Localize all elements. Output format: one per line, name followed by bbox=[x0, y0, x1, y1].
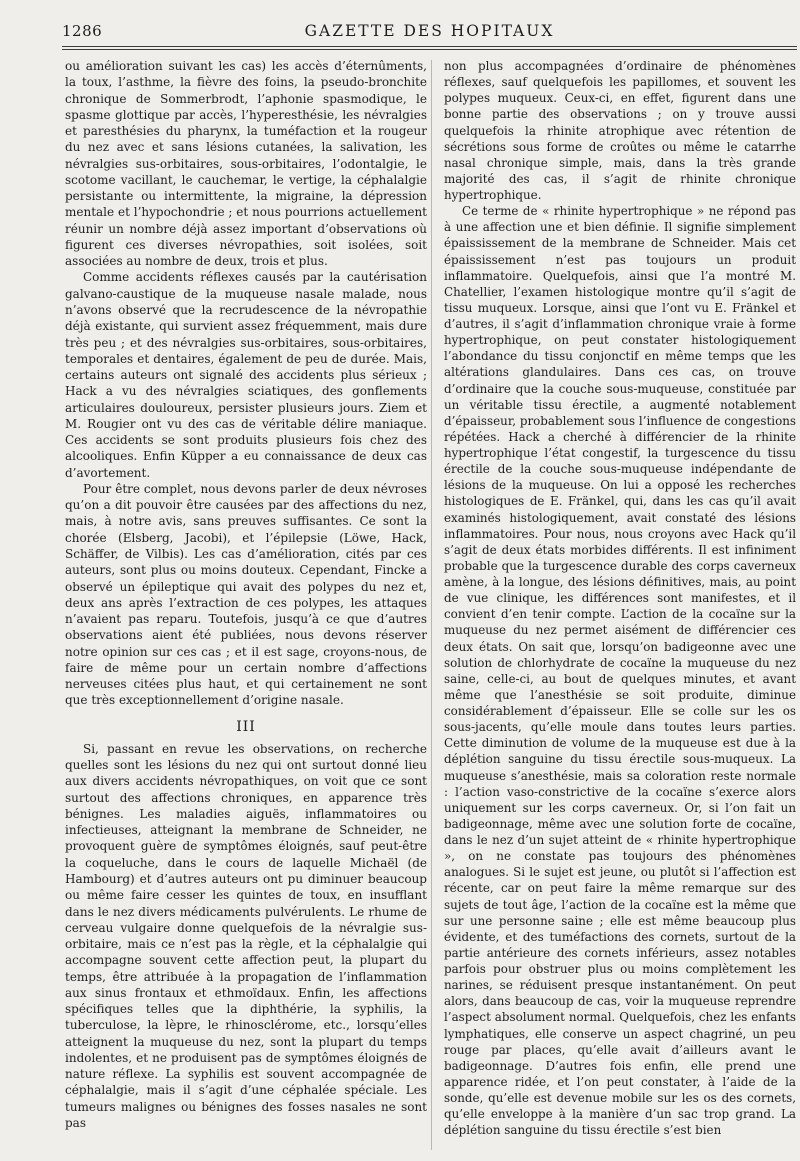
paragraph: Ce terme de « rhinite hypertrophique » ne répond pas à une affection une et bien définie. Il signifie simplement épaississement de la membrane de Schneider. Mais cet épaississement n’est pas toujours un produit inflammatoire. Quelquefois, ainsi que l’a montré M. Chatellier, l’examen histologique montre qu’il s’agit de tissu muqueux. Lorsque, ainsi que l’ont vu E. Fränkel et d’autres, il s’agit d’inflammation chronique vraie à forme hypertrophique, on peut constater histologiquement l’abondance du tissu conjonctif en même temps que les altérations glandulaires. Dans ces cas, on trouve d’ordinaire que la couche sous-muqueuse, constituée par un véritable tissu érectile, a augmenté notablement d’épaisseur, probablement sous l’influence de congestions répétées. Hack a cherché à différencier de la rhinite hypertrophique l’état congestif, la turgescence du tissu érectile de la couche sous-muqueuse indépendante de lésions de la muqueuse. On lui a opposé les recherches histologiques de E. Fränkel, qui, dans les cas qu’il avait examinés histologiquement, avait constaté des lésions inflammatoires. Pour nous, nous croyons avec Hack qu’il s’agit de deux états morbides différents. Il est infiniment probable que la turgescence durable des corps caverneux amène, à la longue, des lésions définitives, mais, au point de vue clinique, les différences sont manifestes, et il convient d’en tenir compte. L’action de la cocaïne sur la muqueuse du nez permet aisément de différencier ces deux états. On sait que, lorsqu’on badigeonne avec une solution de chlorhydrate de cocaïne la muqueuse du nez saine, celle-ci, au bout de quelques minutes, et avant même que l’anesthésie se soit produite, diminue considérablement d’épaisseur. Elle se colle sur les os sous-jacents, qu’elle moule dans toutes leurs parties. Cette diminution de volume de la muqueuse est due à la déplétion sanguine du tissu érectile sous-muqueux. La muqueuse s’anesthésie, mais sa coloration reste normale : l’action vaso-constrictive de la cocaïne s’exerce alors uniquement sur les corps caverneux. Or, si l’on fait un badigeonnage, même avec une solution forte de cocaïne, dans le nez d’un sujet atteint de « rhinite hypertrophique », on ne constate pas toujours des phénomènes analogues. Si le sujet est jeune, ou plutôt si l’affection est récente, car on peut faire la même remarque sur des sujets de tout âge, l’action de la cocaïne est la même que sur une personne saine ; elle est même beaucoup plus évidente, et des tuméfactions des cornets, surtout de la partie antérieure des cornets inférieurs, assez notables parfois pour obstruer plus ou moins complètement les narines, se réduisent presque instantanément. On peut alors, dans beaucoup de cas, voir la muqueuse reprendre l’aspect absolument normal. Quelquefois, chez les enfants lymphatiques, elle conserve un aspect chagriné, un peu rouge par places, qu’elle avait d’ailleurs avant le badigeonnage. D’autres fois enfin, elle prend une apparence ridée, et l’on peut constater, à l’aide de la sonde, qu’elle est devenue mobile sur les os des cornets, qu’elle enveloppe à la manière d’un sac trop grand. La déplétion sanguine du tissu érectile s’est bien bbox=[444, 204, 796, 1138]
page-number: 1286 bbox=[62, 22, 103, 40]
header-rule-bottom bbox=[62, 49, 797, 50]
paragraph: ou amélioration suivant les cas) les accès d’éternûments, la toux, l’asthme, la fièvre des foins, la pseudo-bronchite chronique de Sommerbrodt, l’aphonie spasmodique, le spasme glottique par accès, l’hyperesthésie, les névralgies et paresthésies du pharynx, la tuméfaction et la rougeur du nez avec et sans lésions cutanées, la salivation, les névralgies sus-orbitaires, sous-orbitaires, l’odontalgie, le scotome vacillant, le cauchemar, le vertige, la céphalalgie persistante ou intermittente, la migraine, la dépression mentale et l’hypochondrie ; et nous pourrions actuellement réunir un nombre déjà assez important d’observations où figurent ces diverses névropathies, soit isolées, soit associées au nombre de deux, trois et plus. bbox=[65, 59, 427, 269]
page-header bbox=[62, 18, 797, 44]
paragraph: Si, passant en revue les observations, on recherche quelles sont les lésions du nez qui ont surtout donné lieu aux divers accidents névropathiques, on voit que ce sont surtout des affections chroniques, en apparence très bénignes. Les maladies aiguës, inflammatoires ou infectieuses, atteignant la membrane de Schneider, ne provoquent guère de symptômes éloignés, sauf peut-être la coqueluche, dans le cours de laquelle Michaël (de Hambourg) et d’autres auteurs ont pu diminuer beaucoup ou même faire cesser les quintes de toux, en insufflant dans le nez divers médicaments pulvérulents. Le rhume de cerveau vulgaire donne quelquefois de la névralgie sus-orbitaire, mais ce n’est pas la règle, et la céphalalgie qui accompagne souvent cette affection peut, la plupart du temps, être attribuée à la propagation de l’inflammation aux sinus frontaux et ethmoïdaux. Enfin, les affections spécifiques telles que la diphthérie, la syphilis, la tuberculose, la lèpre, le rhinosclérome, etc., lorsqu’elles atteignent la muqueuse du nez, sont la plupart du temps indolentes, et ne produisent pas de symptômes éloignés de nature réflexe. La syphilis est souvent accompagnée de céphalalgie, mais il s’agit d’une céphalée spéciale. Les tumeurs malignes ou bénignes des fosses nasales ne sont pas bbox=[65, 741, 427, 1130]
right-column bbox=[444, 58, 796, 1138]
section-heading: III bbox=[236, 718, 256, 735]
column-divider bbox=[431, 60, 432, 1150]
journal-title: GAZETTE DES HOPITAUX bbox=[304, 22, 555, 40]
header-rule-top bbox=[62, 46, 797, 47]
paragraph: non plus accompagnées d’ordinaire de phénomènes réflexes, sauf quelquefois les papillomes, et souvent les polypes muqueux. Ceux-ci, en effet, figurent dans une bonne partie des observations ; on y trouve aussi quelquefois la rhinite atrophique avec rétention de sécrétions sous forme de croûtes ou même le catarrhe nasal chronique simple, mais, dans la très grande majorité des cas, il s’agit de rhinite chronique hypertrophique. bbox=[444, 59, 796, 202]
paragraph: Pour être complet, nous devons parler de deux névroses qu’on a dit pouvoir être causées par des affections du nez, mais, à notre avis, sans preuves suffisantes. Ce sont la chorée (Elsberg, Jacobi), et l’épilepsie (Löwe, Hack, Schäffer, de Vilbis). Les cas d’amélioration, cités par ces auteurs, sont plus ou moins douteux. Cependant, Fincke a observé un épileptique qui avait des polypes du nez et, deux ans après l’extraction de ces polypes, les attaques n’avaient pas reparu. Toutefois, jusqu’à ce que d’autres observations aient été publiées, nous devons réserver notre opinion sur ces cas ; et il est sage, croyons-nous, de faire de même pour un certain nombre d’affections nerveuses citées plus haut, et qui certainement ne sont que très exceptionnellement d’origine nasale. bbox=[65, 481, 427, 708]
left-column bbox=[65, 58, 427, 1131]
paragraph: Comme accidents réflexes causés par la cautérisation galvano-caustique de la muqueuse nasale malade, nous n’avons observé que la recrudescence de la névropathie déjà existante, qui survient assez fréquemment, mais dure très peu ; et des névralgies sus-orbitaires, sous-orbitaires, temporales et dentaires, également de peu de durée. Mais, certains auteurs ont signalé des accidents plus sérieux ; Hack a vu des névralgies sciatiques, des gonflements articulaires douloureux, persister plusieurs jours. Ziem et M. Rougier ont vu des cas de véritable délire maniaque. Ces accidents se sont produits plusieurs fois chez des alcooliques. Enfin Küpper a eu connaissance de deux cas d’avortement. bbox=[65, 270, 427, 480]
